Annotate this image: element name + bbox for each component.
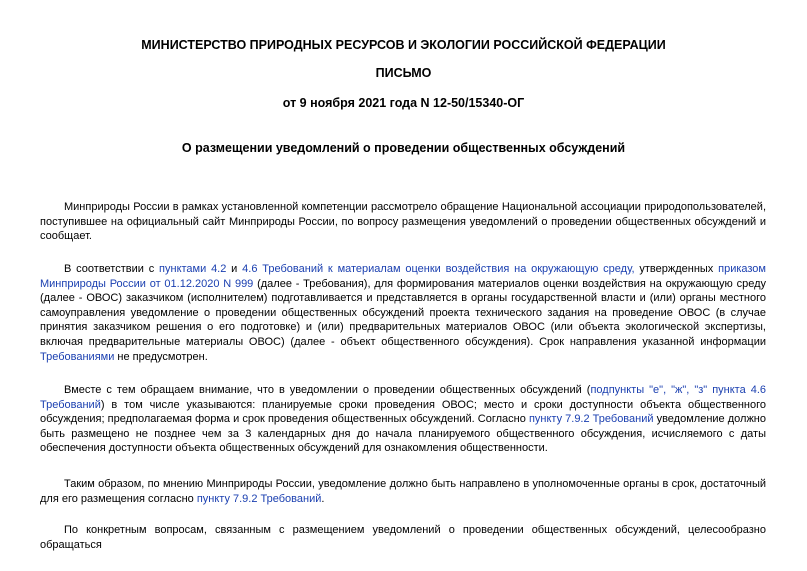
paragraph-4-text-2: . [321, 492, 325, 505]
paragraph-4-text-1: Таким образом, по мнению Минприроды России, уведомление должно быть направлено в уполномоченные органы в срок, достаточный для его размещения согласно [40, 478, 766, 505]
link-subclauses-4-6[interactable]: подпункты "е", "ж", "з" пункта 4.6 Требований [40, 384, 767, 411]
link-order-999[interactable]: приказом Минприроды России от 01.12.2020 N 999 [40, 263, 766, 290]
link-clauses-4-2[interactable]: пунктами 4.2 [159, 263, 227, 275]
paragraph-2-text-3: утвержденных [634, 263, 719, 275]
paragraph-2 [40, 262, 766, 364]
document-date-number: от 9 ноября 2021 года N 12-50/15340-ОГ [282, 96, 525, 110]
paragraph-3-text-2: ) в том числе указываются: планируемые сроки проведения ОВОС; место и сроки доступности объекта общественного обсуждения; предполагаемая форма и срок проведения общественных обсуждений. Согласно [40, 398, 766, 426]
document-subject: О размещении уведомлений о проведении общественных обсуждений [181, 141, 626, 155]
paragraph-2-text-1: В соответствии с [64, 263, 160, 275]
ministry-heading: МИНИСТЕРСТВО ПРИРОДНЫХ РЕСУРСОВ И ЭКОЛОГИИ РОССИЙСКОЙ ФЕДЕРАЦИИ [141, 38, 666, 52]
paragraph-2-text-4: (далее - Требования), для формирования материалов оценки воздействия на окружающую среду (далее - ОВОС) заказчиком (исполнителем) подготавливается и представляется в органы государственной власти и (или) органы местного самоуправления уведомление о проведении общественных обсуждений проекта технического задания на проведение ОВОС (в случае принятия заказчиком решения о его подготовке) и (или) предварительных материалов ОВОС (или объекта экологической экспертизы, включая предварительные материалы ОВОС) (далее - объект общественного обсуждения). Срок направления указанной информации [40, 277, 766, 348]
link-clause-7-9-2-second[interactable]: пункту 7.9.2 Требований [196, 492, 322, 505]
paragraph-5: По конкретным вопросам, связанным с размещением уведомлений о проведении общественных обсуждений, целесообразно обращаться [40, 524, 766, 551]
link-requirements-4-6[interactable]: 4.6 Требований к материалам оценки воздействия на окружающую среду, [242, 263, 635, 275]
paragraph-3 [40, 383, 766, 456]
link-clause-7-9-2[interactable]: пункту 7.9.2 Требований [528, 413, 654, 426]
paragraph-3-text-3: уведомление должно быть размещено не позднее чем за 3 календарных дня до начала планируемого общественного обсуждения, исчисляемого с даты обеспечения доступности объекта общественных обсуждений для ознакомления общественности. [40, 413, 766, 455]
paragraph-2-text-2: и [226, 263, 243, 275]
link-requirements[interactable]: Требованиями [40, 350, 115, 363]
paragraph-1: Минприроды России в рамках установленной компетенции рассмотрело обращение Национальной ассоциации природопользователей, поступившее на официальный сайт Минприроды России, по вопросу размещения уведомлений о проведении общественных обсуждений и сообщает. [40, 201, 766, 243]
paragraph-3-text-1: Вместе с тем обращаем внимание, что в уведомлении о проведении общественных обсуждений ( [64, 384, 591, 396]
paragraph-4 [40, 477, 766, 506]
paragraph-2-text-5: не предусмотрен. [114, 350, 208, 363]
document-type-heading: ПИСЬМО [375, 66, 432, 80]
